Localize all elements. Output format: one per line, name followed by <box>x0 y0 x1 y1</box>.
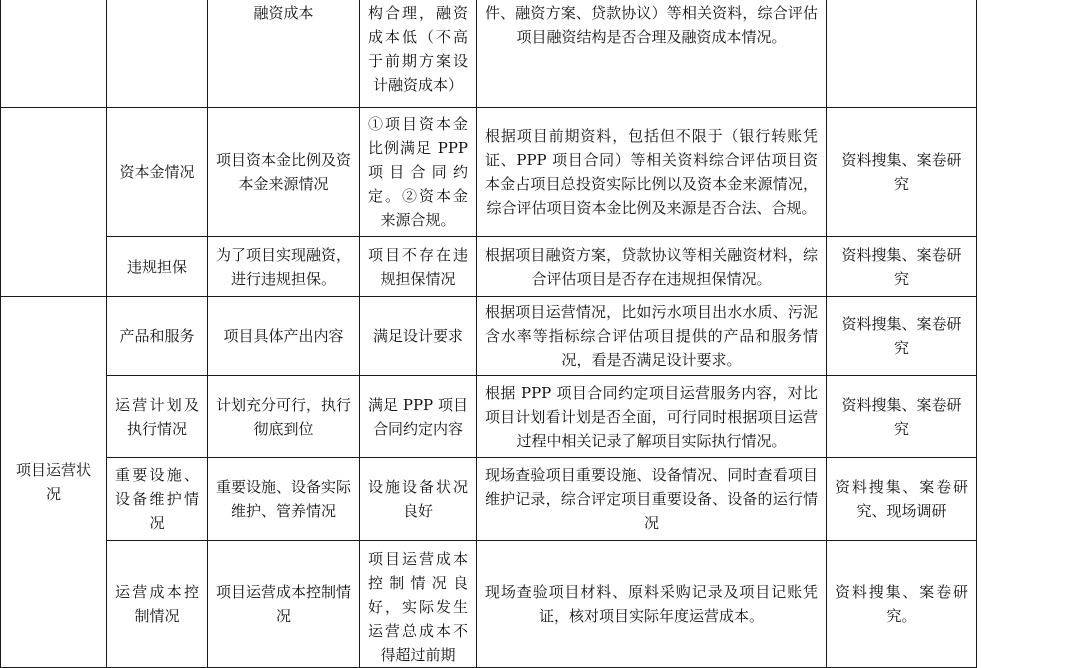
check-point-cell: 违规担保 <box>107 237 208 297</box>
table-row <box>1 541 977 668</box>
criteria-cell: 满足设计要求 <box>360 297 477 376</box>
content-cell: 融资成本 <box>208 0 360 108</box>
content-cell: 项目具体产出内容 <box>208 297 360 376</box>
item-cell-empty <box>1 108 107 297</box>
method-cell: 根据项目前期资料，包括但不限于（银行转账凭证、PPP 项目合同）等相关资料综合评估项目资本金占项目总投资实际比例以及资本金来源情况，综合评估项目资本金比例及来源是否合法、合规。 <box>477 108 827 237</box>
approach-cell: 资料搜集、案卷研究、现场调研 <box>827 458 977 541</box>
method-cell: 根据 PPP 项目合同约定项目运营服务内容，对比项目计划看计划是否全面，可行同时根据项目运营过程中相关记录了解项目实际执行情况。 <box>477 376 827 458</box>
approach-cell: 资料搜集、案卷研究 <box>827 297 977 376</box>
table-row <box>1 0 977 108</box>
content-cell: 项目运营成本控制情况 <box>208 541 360 668</box>
content-cell: 重要设施、设备实际维护、管养情况 <box>208 458 360 541</box>
criteria-cell: 构合理，融资成本低（不高于前期方案设计融资成本） <box>360 0 477 108</box>
check-point-cell: 产品和服务 <box>107 297 208 376</box>
content-cell: 项目资本金比例及资本金来源情况 <box>208 108 360 237</box>
approach-cell: 资料搜集、案卷研究。 <box>827 541 977 668</box>
content-cell: 为了项目实现融资，进行违规担保。 <box>208 237 360 297</box>
method-cell: 件、融资方案、贷款协议）等相关资料，综合评估项目融资结构是否合理及融资成本情况。 <box>477 0 827 108</box>
criteria-cell: 项目运营成本控制情况良好，实际发生运营总成本不得超过前期 <box>360 541 477 668</box>
method-cell: 根据项目融资方案，贷款协议等相关融资材料，综合评估项目是否存在违规担保情况。 <box>477 237 827 297</box>
criteria-cell: 设施设备状况良好 <box>360 458 477 541</box>
table-row <box>1 458 977 541</box>
table-row <box>1 108 977 237</box>
item-cell: 项目运营状况 <box>1 297 107 668</box>
check-point-cell <box>107 0 208 108</box>
approach-cell: 资料搜集、案卷研究 <box>827 108 977 237</box>
content-cell: 计划充分可行，执行彻底到位 <box>208 376 360 458</box>
method-cell: 现场查验项目材料、原料采购记录及项目记账凭证，核对项目实际年度运营成本。 <box>477 541 827 668</box>
check-point-cell: 重要设施、设备维护情况 <box>107 458 208 541</box>
criteria-cell: ①项目资本金比例满足 PPP 项目合同约定。②资本金来源合规。 <box>360 108 477 237</box>
approach-cell: 资料搜集、案卷研究 <box>827 237 977 297</box>
check-point-cell: 运营计划及执行情况 <box>107 376 208 458</box>
check-point-cell: 资本金情况 <box>107 108 208 237</box>
table-row <box>1 376 977 458</box>
criteria-cell: 项目不存在违规担保情况 <box>360 237 477 297</box>
item-cell <box>1 0 107 108</box>
check-point-cell: 运营成本控制情况 <box>107 541 208 668</box>
table-row <box>1 297 977 376</box>
criteria-cell: 满足 PPP 项目合同约定内容 <box>360 376 477 458</box>
method-cell: 现场查验项目重要设施、设备情况、同时查看项目维护记录，综合评定项目重要设备、设备的运行情况 <box>477 458 827 541</box>
approach-cell: 资料搜集、案卷研究 <box>827 376 977 458</box>
approach-cell <box>827 0 977 108</box>
table-row <box>1 237 977 297</box>
method-cell: 根据项目运营情况，比如污水项目出水水质、污泥含水率等指标综合评估项目提供的产品和服务情况，看是否满足设计要求。 <box>477 297 827 376</box>
